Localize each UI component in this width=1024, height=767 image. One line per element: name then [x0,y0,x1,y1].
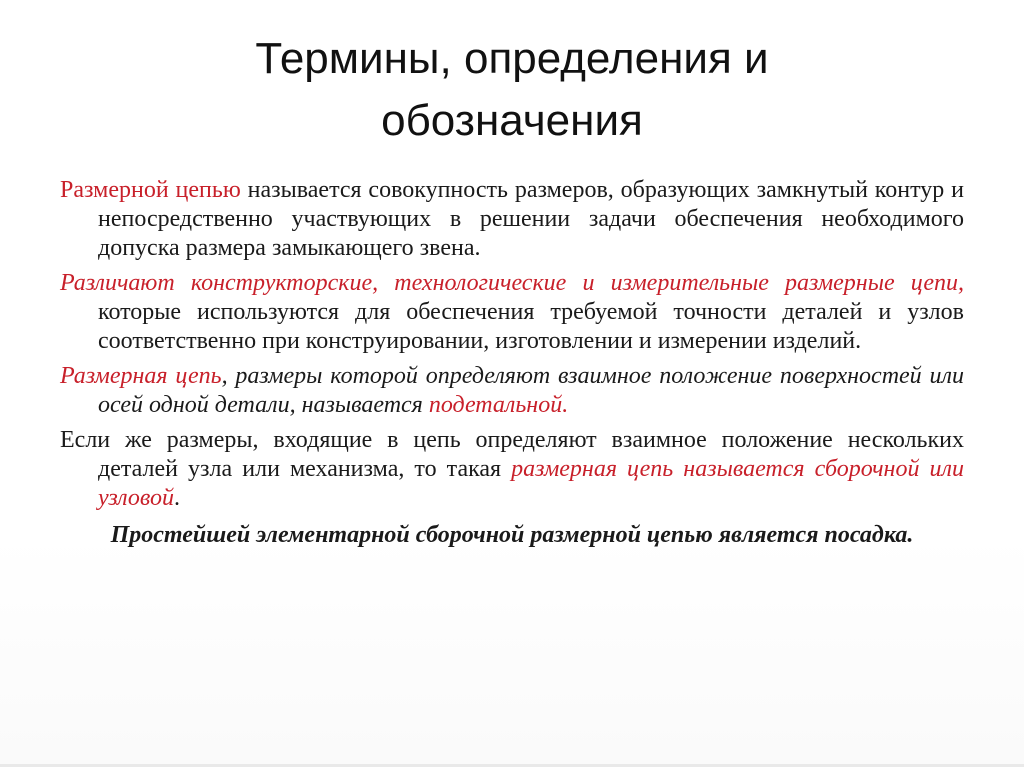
title-line-1: Термины, определения и [255,34,769,83]
definition-text: называется совокупность размеров, образующих замкнутый контур и непосредственно участвующих в решении задачи обеспечения необходимого допуска размера замыкающего звена. [98,177,964,261]
paragraph-chain-types [60,269,964,356]
slide-body [60,176,964,550]
term-part-chain: подетальной. [428,392,569,418]
term-dimension-chain: Размерной цепью [60,177,241,203]
paragraph-assembly-chain [60,426,964,513]
term-dimension-chain-2: Размерная цепь [60,363,222,389]
paragraph-dimension-chain-definition [60,176,964,263]
title-line-2: обозначения [381,96,643,145]
chain-types-intro: Различают конструкторские, технологические и измерительные размерные цепи, [60,270,964,296]
part-chain-text: , размеры которой определяют взаимное положение поверхностей или осей одной детали, называется [98,363,965,418]
assembly-chain-text: Если же размеры, входящие в цепь определяют взаимное положение нескольких деталей узла или механизма, то такая [60,427,964,482]
slide-title [0,28,1024,152]
chain-types-text: которые используются для обеспечения требуемой точности деталей и узлов соответственно при конструировании, изготовлении и измерении изделий. [98,299,964,354]
term-assembly-chain: размерная цепь называется сборочной или узловой [98,456,964,511]
assembly-chain-end: . [173,485,180,511]
paragraph-part-chain [60,362,964,420]
paragraph-simplest-chain: Простейшей элементарной сборочной размерной цепью является посадка. [110,522,914,548]
